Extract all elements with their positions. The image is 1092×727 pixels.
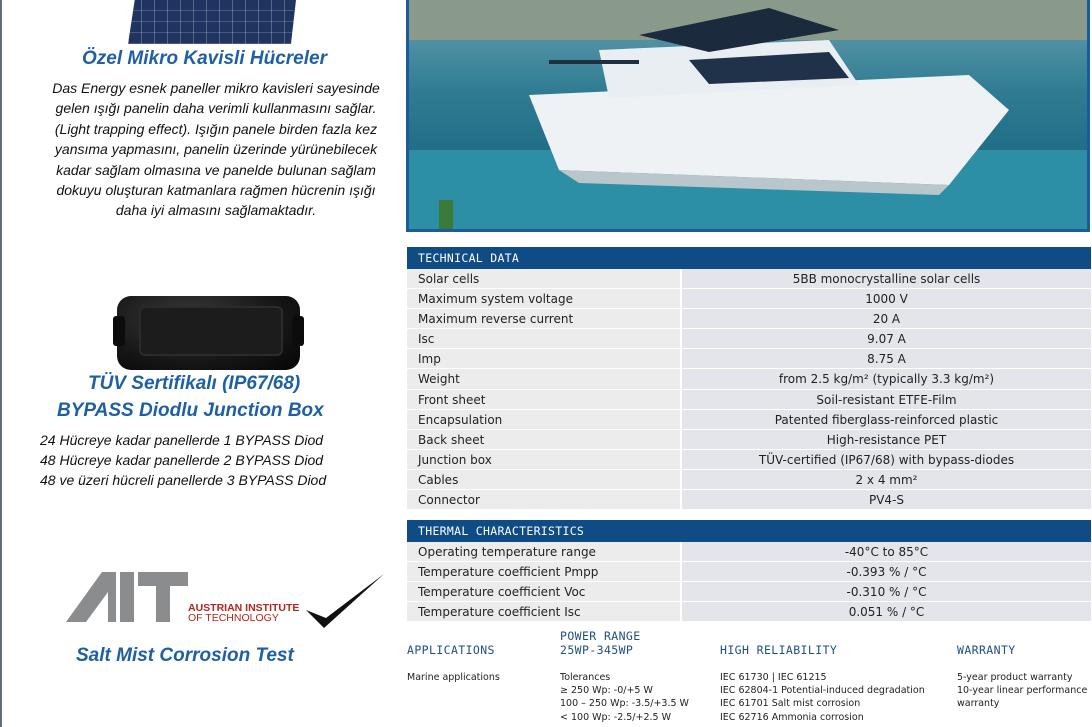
row-value: -0.310 % / °C [680, 582, 1091, 602]
row-value: 5BB monocrystalline solar cells [680, 269, 1091, 289]
power-line: ≥ 250 Wp: -0/+5 W [560, 685, 653, 697]
bypass-heading: BYPASS Diodlu Junction Box [57, 400, 324, 421]
row-label: Encapsulation [407, 410, 680, 430]
junction-box-image [117, 296, 300, 370]
row-label: Back sheet [407, 430, 680, 450]
ait-caption-line-1: AUSTRIAN INSTITUTE [188, 602, 300, 614]
reliability-title: HIGH RELIABILITY [720, 643, 838, 657]
row-value: Patented fiberglass-reinforced plastic [680, 410, 1091, 430]
check-icon [306, 574, 384, 628]
warranty-line: 10-year linear performance [957, 685, 1088, 697]
salt-mist-heading: Salt Mist Corrosion Test [76, 645, 294, 666]
junction-box-clip-right [292, 316, 304, 346]
row-value: from 2.5 kg/m² (typically 3.3 kg/m²) [680, 369, 1091, 389]
power-range-value: 25WP-345WP [560, 643, 634, 657]
row-label: Maximum system voltage [407, 289, 680, 309]
reliability-line: IEC 61701 Salt mist corrosion [720, 698, 861, 710]
reliability-lines [720, 671, 925, 724]
cells-heading: Özel Mikro Kavisli Hücreler [82, 48, 327, 69]
power-line: 100 – 250 Wp: -3.5/+3.5 W [560, 698, 689, 710]
row-label: Front sheet [407, 390, 680, 410]
row-value: 20 A [680, 309, 1091, 329]
table-row [407, 329, 1091, 349]
technical-data-header: TECHNICAL DATA [407, 247, 1091, 269]
reliability-line: IEC 62716 Ammonia corrosion [720, 711, 864, 723]
row-label: Maximum reverse current [407, 309, 680, 329]
thermal-table [407, 542, 1091, 622]
row-label: Temperature coefficient Pmpp [407, 562, 680, 582]
row-label: Weight [407, 369, 680, 389]
solar-cells-image [128, 0, 296, 44]
diod-line: 48 Hücreye kadar panellerde 2 BYPASS Diod [40, 452, 324, 469]
table-row [407, 562, 1091, 582]
diod-list [40, 430, 360, 491]
power-line: < 100 Wp: -2.5/+2.5 W [560, 711, 671, 723]
table-row [407, 542, 1091, 562]
row-value: -0.393 % / °C [680, 562, 1091, 582]
table-row [407, 309, 1091, 329]
thermal-characteristics-header: THERMAL CHARACTERISTICS [407, 520, 1091, 542]
table-row [407, 582, 1091, 602]
table-row [407, 602, 1091, 622]
power-range-lines [560, 671, 689, 724]
reliability-line: IEC 61730 | IEC 61215 [720, 672, 827, 683]
applications-title: APPLICATIONS [407, 643, 495, 657]
table-row [407, 430, 1091, 450]
row-value: 8.75 A [680, 349, 1091, 369]
table-row [407, 450, 1091, 470]
tuv-heading: TÜV Sertifikalı (IP67/68) [88, 373, 301, 394]
warranty-lines [957, 671, 1087, 711]
table-row [407, 369, 1091, 389]
row-value: Soil-resistant ETFE-Film [680, 390, 1091, 410]
reliability-line: IEC 62804-1 Potential-induced degradation [720, 685, 925, 697]
applications-text: Marine applications [407, 672, 500, 683]
junction-box-clip-left [113, 316, 125, 346]
junction-box-lid [139, 306, 283, 356]
warranty-line: warranty [957, 698, 1000, 710]
diod-line: 48 ve üzeri hücreli panellerde 3 BYPASS Diod [40, 472, 327, 489]
row-value: PV4-S [680, 490, 1091, 510]
row-label: Cables [407, 470, 680, 490]
row-value: High-resistance PET [680, 430, 1091, 450]
table-row [407, 490, 1091, 510]
row-value: 0.051 % / °C [680, 602, 1091, 622]
row-value: 2 x 4 mm² [680, 470, 1091, 490]
row-label: Operating temperature range [407, 542, 680, 562]
row-value: TÜV-certified (IP67/68) with bypass-diodes [680, 450, 1091, 470]
diod-line: 24 Hücreye kadar panellerde 1 BYPASS Diod [40, 432, 324, 448]
row-value: -40°C to 85°C [680, 542, 1091, 562]
row-label: Temperature coefficient Voc [407, 582, 680, 602]
table-row [407, 410, 1091, 430]
table-row [407, 390, 1091, 410]
row-label: Isc [407, 329, 680, 349]
cells-paragraph: Das Energy esnek paneller mikro kavisleri sayesinde gelen ışığı panelin daha verimli kullanmasını sağlar.(Light trapping effect). Işığın panele birden fazla kez yansıma yapmasını, panelin üzerinde yürünebilecek kadar sağlam olmasına ve panelde bulunan sağlam dokuyu oluşturan katmanlara rağmen hücrenin ışığı daha iyi almasını sağlamaktadır. [52, 80, 380, 219]
power-line: Tolerances [560, 672, 611, 683]
catamaran-photo [406, 0, 1090, 232]
table-row [407, 349, 1091, 369]
table-row [407, 269, 1091, 289]
table-row [407, 289, 1091, 309]
warranty-line: 5-year product warranty [957, 672, 1073, 683]
row-label: Temperature coefficient Isc [407, 602, 680, 622]
table-row [407, 470, 1091, 490]
technical-data-table [407, 269, 1091, 510]
row-label: Imp [407, 349, 680, 369]
row-value: 1000 V [680, 289, 1091, 309]
row-label: Junction box [407, 450, 680, 470]
ait-caption [188, 603, 299, 623]
power-range-title: POWER RANGE [560, 629, 641, 643]
left-border [0, 0, 2, 727]
row-label: Solar cells [407, 269, 680, 289]
row-label: Connector [407, 490, 680, 510]
warranty-title: WARRANTY [957, 643, 1016, 657]
row-value: 9.07 A [680, 329, 1091, 349]
ait-caption-line-2: OF TECHNOLOGY [188, 612, 279, 624]
